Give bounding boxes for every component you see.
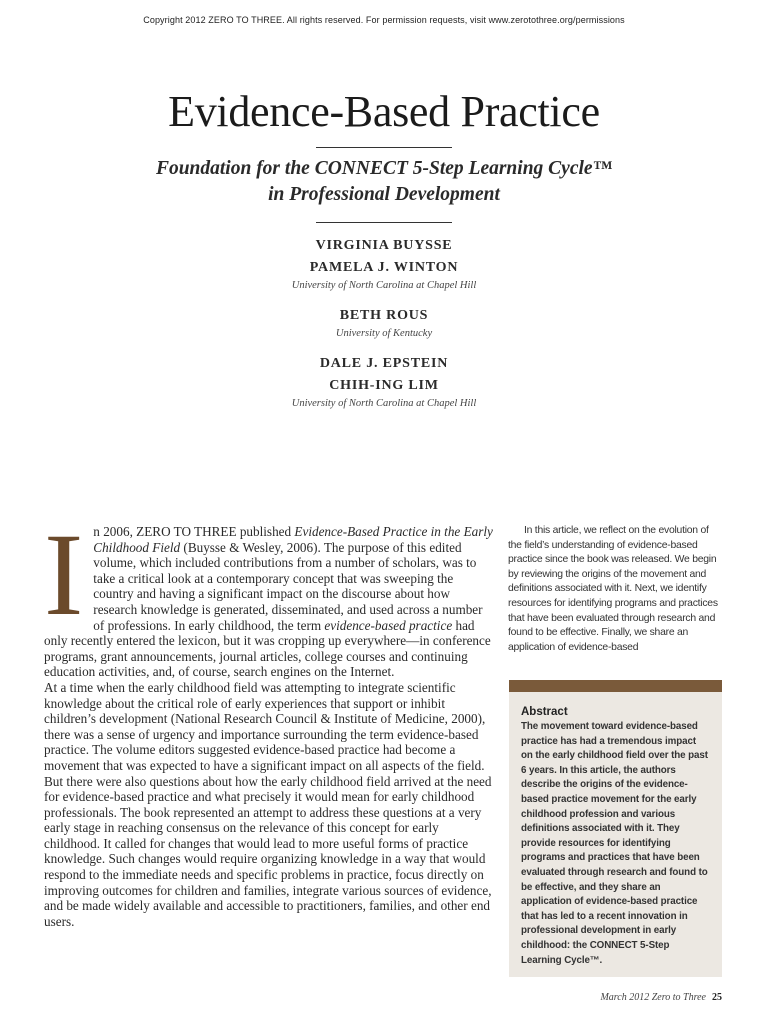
abstract-heading: Abstract [521,706,568,718]
body-text: (Buysse & Wesley, 2006). The purpose of this edited volume, which included contributions from a number of scholars, was to take a critical look at a contemporary concept that was sweeping the country and having a significant impact on the discourse about how research knowledge is generated, disseminated, and used across a number of professions. In early childhood, the term [93,539,483,633]
author-affiliation: University of North Carolina at Chapel Hill [291,398,477,409]
side-paragraph: In this article, we reflect on the evolution of the field’s understanding of evidence-based practice since the book was released. We begin by reviewing the origins of the movement and definitions associated with it. Next, we identify resources for identifying programs and practices that have been evaluated through research and found to be effective. Finally, we share an application of evidence-based [508,525,718,653]
author-affiliation: University of Kentucky [335,328,433,339]
author-name: VIRGINIA BUYSSE [315,238,453,253]
title-rule [316,147,452,148]
body-text-column [44,509,496,929]
author-name: BETH ROUS [339,308,429,323]
author-affiliation: University of North Carolina at Chapel Hill [291,280,477,291]
abstract-box [509,692,722,977]
author-name: PAMELA J. WINTON [309,260,459,275]
body-text: n 2006, ZERO TO THREE published [93,524,295,539]
intro-side-column [508,524,722,655]
subtitle-line-2: in Professional Development [268,184,500,205]
author-name: CHIH-ING LIM [329,378,439,393]
footer-issue: March 2012 Zero to Three [600,992,706,1003]
book-title: Evidence-Based Practice in the Early Childhood Field [93,524,493,555]
copyright-notice: Copyright 2012 ZERO TO THREE. All rights reserved. For permission requests, visit www.zerotothree.org/permissions [143,15,625,25]
body-paragraph [44,509,496,680]
body-text: had only recently entered the lexicon, but it was cropping up everywhere—in conference programs, grant announcements, journal articles, college courses and continuing education activities, and, of course, search engines on the Internet. [44,617,491,680]
article-title: Evidence-Based Practice [168,87,600,136]
subtitle-line-1: Foundation for the CONNECT 5-Step Learning Cycle™ [155,158,613,179]
abstract-text: The movement toward evidence-based practice has had a tremendous impact on the early childhood field over the past 6 years. In this article, the authors describe the origins of the evidence-based practice movement for the early childhood profession and various definitions associated with it. They provide resources for identifying programs and practices that have been evaluated through research and found to be effective, and they share an application of evidence-based practice that has led to a recent innovation in professional development in early childhood: the CONNECT 5-Step Learning Cycle™. [521,721,708,966]
abstract-accent-bar [509,680,722,692]
term-emphasis: evidence-based practice [324,617,453,633]
drop-cap: I [44,509,84,640]
body-paragraph: At a time when the early childhood field was attempting to integrate scientific knowledge about the critical role of early experiences that support or inhibit children’s development (National Research Council & Institute of Medicine, 2000), there was a sense of urgency and importance surrounding the term evidence-based practice. The volume editors suggested evidence-based practice had become a movement that was expected to have a significant impact on all aspects of the field. But there were also questions about how the early childhood field arrived at the need for evidence-based practice and what precisely it would mean for early childhood professionals. The book represented an attempt to address these questions at a very early stage in reaching consensus on the relevance of this concept for early childhood. It called for changes that would lead to more useful forms of practice knowledge. Such changes would require organizing knowledge in a way that would respond to the immediate needs and specific problems in practice, focus directly on improving outcomes for children and families, integrate various sources of evidence, and be made widely available and accessible to practitioners, families, and other end users. [44,679,492,929]
subtitle-rule [316,222,452,223]
author-name: DALE J. EPSTEIN [319,356,449,371]
author-list [184,235,584,425]
article-subtitle [84,156,684,208]
page-footer [600,992,722,1003]
page-number: 25 [712,992,722,1003]
